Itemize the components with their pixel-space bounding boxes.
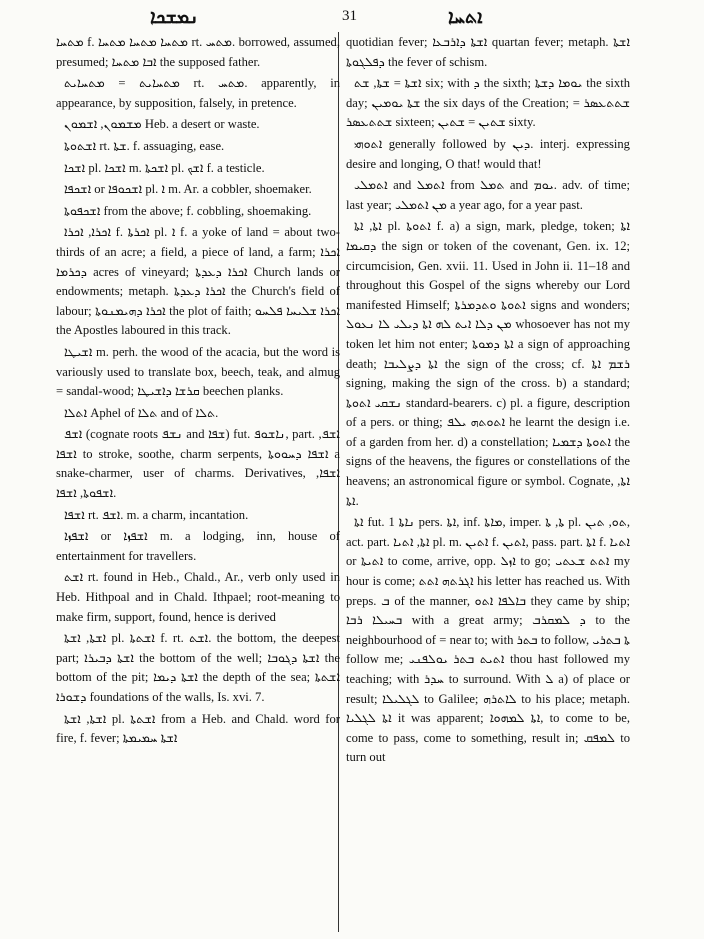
dictionary-entry: ܐܫܦܙܐ or ܐܫܦܙܐ m. a lodging, inn, house of entertainment for travellers.	[56, 529, 340, 563]
dictionary-entry: ܐܬܐ fut. ܢܐܬܐ 1 pers. ܐܬܐ, inf. ܡܐܬܐ, imper. ܬܐ, ܬܐ pl. ܬܘ, ܬܝܢ, act. part. ܐܬܐ, ܐܬܝܐ pl. m. ܐܬܝܢ f. ܐܬܝܢ, pass. part. ܐܬܐ f. ܐܬܝܐ or ܐܬܝܬܐ to come, arrive, opp. ܐܙܠ to go; ܐܬܬ ܫܥܬܝ my hour is come; ܐܓܪܬܗ ܐܬܬ his letter has reached us. With preps. ܒ of the manner, ܒܐܠܦܐ ܐܬܘ they came by ship; ܒܚܝܠܐ ܪܒܐ with a great army; ܕ ܠܡܩܪܒ to the neighbourhood of = near to; with ܒܬܪ to follow, ܬܐ ܒܬܪܝ follow me; ܐܬܝܬ ܒܬܪ ܝܘܠܦܢܝ thou hast followed my teaching; with ܚܕܪ to surround. With ܠ a) of place or result; ܠܓܠܝܠܐ to Galilee; ܠܐܬܪܗ to his place; metaph. ܐܬܐ ܠܓܠܝܐ it was apparent; ܐܬܐ ܠܡܗܘܐ, to come to be, come to pass, come to something, result in; ܠܡܦܩ to turn out	[346, 515, 631, 765]
dictionary-entry: ܐܫܬܘܬܐ rt. ܫܬܐ. f. assuaging, ease.	[64, 138, 225, 153]
header-right-word: ܐܬܚܐ	[448, 6, 483, 28]
dictionary-entry: ܐܫܟܦܐ or ܐܫܟܘܦܐ pl. ܐ m. Ar. a cobbler, shoemaker.	[64, 182, 312, 197]
dictionary-entry: ܐܫܬ rt. found in Heb., Chald., Ar., verb only used in Heb. Hithpoal and in Chald. Ithpael; root-meaning to make firm, support, found, hence is derived	[56, 570, 340, 624]
right-column	[346, 33, 630, 770]
dictionary-entry: ܐܬܡܠܝ and ܐܬܡܠ from ܬܡܠ and ܝܘܡ. adv. of time; last year; ܡܢ ܐܬܡܠܝ a year ago, for a year past.	[346, 178, 631, 212]
dictionary-entry: quotidian fever; ܐܫܬܐ ܕܐܪܒܥܐ quartan fever; metaph. ܐܫܬܐ ܕܦܠܓܘܬܐ the fever of schism.	[346, 35, 631, 69]
dictionary-entry: ܐܫܟܐ pl. ܐܫܟܐ m. ܐܫܟܬܐ pl. ܐܫܟ f. a testicle.	[64, 160, 265, 175]
dictionary-entry: ܐܫܬܐ = ܫܬܐ, ܫܬ six; with ܕ the sixth; ܝܘܡܐ ܕܫܬܐ the sixth day; ܫܬܐ ܝܘܡܝܢ the six days of the Creation; ܫܬܬܥܣܪ = ܫܬܬܥܣܪ sixteen; ܫܬܝܢ = ܫܬܝܢ sixty.	[346, 76, 631, 130]
dictionary-entry: ܡܬܚܐܝܬ = ܡܬܚܐܝܬ rt. ܡܬܚ. apparently, in appearance, by supposition, falsely, in pretence.	[56, 76, 340, 110]
dictionary-entry: ܐܟܪܐ, ܐܟܪܐ f. ܐܟܪܬܐ pl. ܐ f. a yoke of land = about two-thirds of an acre; a field, a piece of land, a farm; ܐܟܪܐ ܕܟܪܡܐ acres of vineyard; ܐܟܪܐ ܕܥܕܬܐ Church lands or endowments; metaph. ܐܟܪܐ ܕܥܕܬܐ the Church's field of labour; ܐܟܪܐ ܕܗܝܡܢܘܬܐ the plot of faith; ܐܟܪܐ ܫܠܝܚܐ ܦܠܚܘ the Apostles laboured in this track.	[56, 225, 341, 338]
dictionary-entry: ܐܫܦ (cognate roots ܢܫܦ and ܫܦܐ) fut. ܢܐܫܘܦ, part. ܐܫܦ, ܐܫܦܐ to stroke, soothe, charm serpents, ܐܫܦܐ ܕܚܘܘܬܐ a snake-charmer, user of charms. Derivatives, ܐܫܦܐ, ܐܫܦܘܬܐ, ܐܫܦܐ.	[56, 427, 340, 501]
dictionary-entry: ܐܫܬܐ, ܐܫܬܐ pl. ܐܫܬܬܐ f. rt. ܐܫܬ. the bottom, the deepest part; ܐܫܬܐ ܕܒܝܪܐ the bottom of the well; ܐܫܬܐ ܕܓܘܒܐ the bottom of the pit; ܐܫܬܐ ܕܝܡܐ the depth of the sea; ܐܫܬܬܐ ܕܫܘܪܐ foundations of the walls, Is. xvi. 7.	[56, 631, 341, 704]
dictionary-entry: ܐܫܬܐ, ܐܫܬܐ pl. ܐܫܬܬܐ from a Heb. and Chald. word for fire, f. fever; ܐܫܬܐ ܚܡܝܡܬܐ	[56, 711, 340, 746]
page-number: 31	[342, 8, 357, 24]
dictionary-entry: ܐܫܝܛܐ m. perh. the wood of the acacia, but the word is variously used to translate box, beech, teak, and almug = sandal-wood; ܩܪܫܐ ܕܐܫܝܛܐ beechen planks.	[56, 344, 340, 399]
dictionary-entry: ܐܫܦܐ rt. ܐܫܦ. m. a charm, incantation.	[64, 507, 249, 522]
running-header	[0, 4, 704, 30]
dictionary-entry: ܐܬܠܐ Aphel of ܬܠܐ and of ܬܠܐ.	[64, 405, 219, 420]
dictionary-entry: ܡܫܡܘܢ, ܐܫܡܘܢ Heb. a desert or waste.	[64, 117, 260, 132]
dictionary-entry: ܐܫܟܦܘܬܐ from the above; f. cobbling, shoemaking.	[64, 203, 312, 218]
dictionary-entry: ܐܬܐ, ܐܬܐ pl. ܐܬܘܬܐ f. a) a sign, mark, pledge, token; ܐܬܐ ܕܩܝܡܐ the sign or token of the covenant, Gen. ix. 12; circumcision, Gen. xvii. 11. Used in John ii. 11–18 and throughout this Gospel of the signs whereby our Lord manifested Himself; ܐܬܘܬܐ ܘܬܕܡܪܬܐ signs and wonders; ܡܢ ܕܠܐ ܐܝܬ ܠܗ ܐܬܐ ܕܝܠܝ ܠܐ ܢܥܘܠ whosoever has not my token let him not enter; ܐܬܐ ܕܡܘܬܐ a sign of approaching death; ܐܬܐ ܕܨܠܝܒܐ the sign of the cross; cf. ܪܫܡ ܐܬܐ signing, making the sign of the cross. b) a standard; ܢܫܩܝ ܐܬܘܬܐ standard-bearers. c) pl. a figure, description of a pers. or thing; ܐܬܘܬܗ ܝܠܦ he learnt the design i.e. of a garden from her. d) a constellation; ܐܬܘܬܐ ܕܫܡܝܐ the signs of the heavens, the figures or constellations of the heavens; an astronomical figure or symbol. Cognate, ܐܬܐ, ܐܬܐ.	[346, 219, 631, 508]
header-left-word: ܢܡܫܟܐ	[150, 6, 199, 28]
dictionary-entry: ܐܬܘܗܝ generally followed by ܕܝܢ. interj. expressing desire and longing, O that! would that!	[346, 136, 630, 171]
dictionary-entry: ܡܬܚܐ f. ܡܬܚܐ ܡܬܚܐ ܡܬܚܐ rt. ܡܬܚ. borrowed, assumed, presumed; ܐܒܐ ܡܬܚܐ the supposed father.	[56, 35, 340, 69]
left-column	[56, 33, 340, 751]
